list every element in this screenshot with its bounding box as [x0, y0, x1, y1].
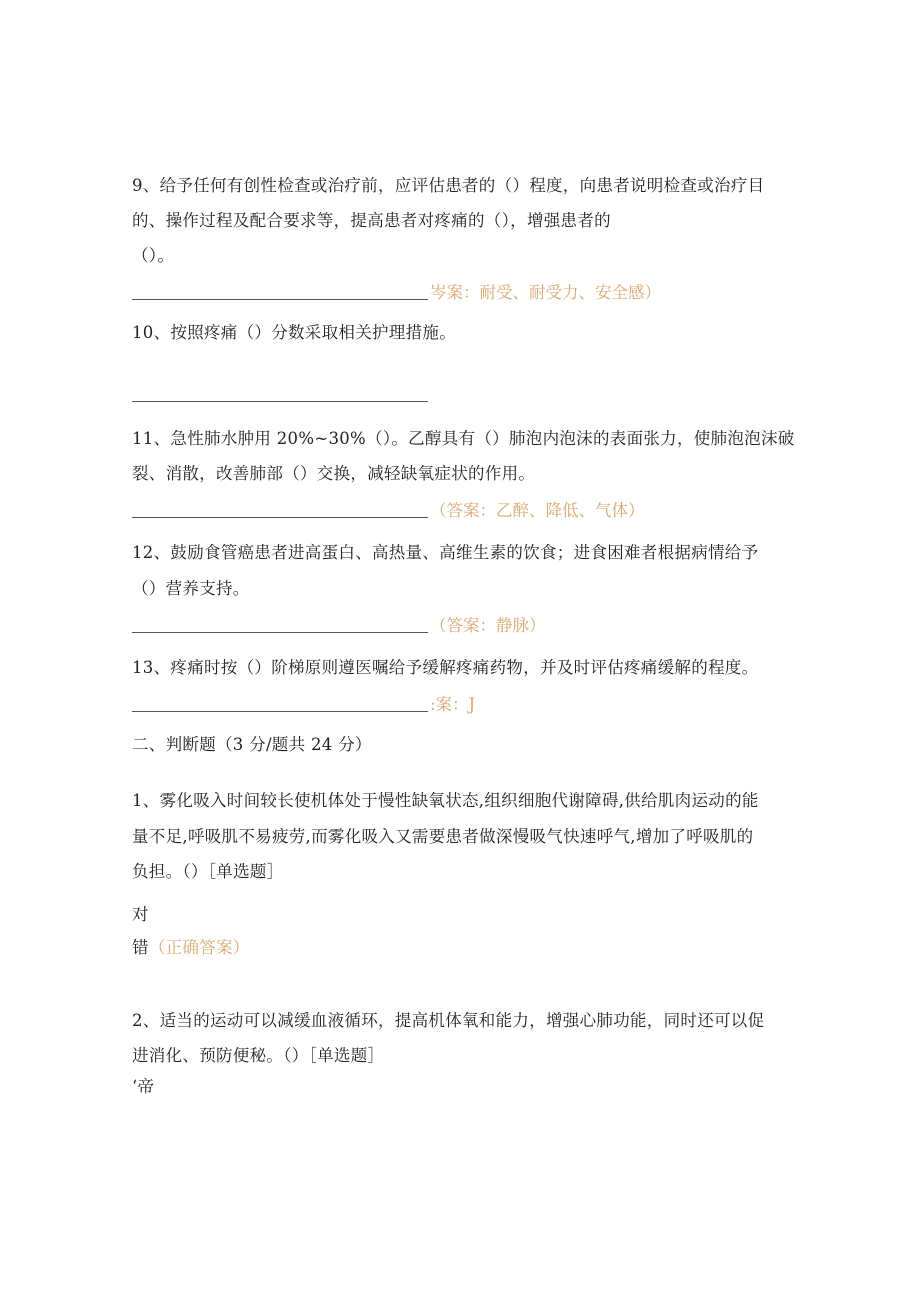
q11-answer-row [132, 496, 645, 522]
q9-line-2: 的、操作过程及配合要求等，提高患者对疼痛的（），增强患者的 [132, 211, 611, 230]
q13-answer-row [132, 690, 475, 716]
q13-line-1: 13、疼痛时按（）阶梯原则遵医嘱给予缓解疼痛药物，并及时评估疼痛缓解的程度。 [132, 658, 759, 677]
answer-blank-line [132, 400, 428, 402]
j1-line-2: 量不足,呼吸肌不易疲劳,而雾化吸入又需要患者做深慢吸气快速呼气,增加了呼吸肌的 [132, 827, 754, 846]
answer-blank-line [132, 516, 428, 518]
q11-answer: （答案：乙醉、降低、气体） [430, 501, 645, 520]
section-heading: 二、判断题（3 分/题共 24 分） [132, 735, 372, 754]
answer-blank-line [132, 710, 428, 712]
j2-line-1: 2、适当的运动可以减缓血液循环，提高机体氧和能力，增强心肺功能，同时还可以促 [132, 1011, 765, 1030]
j1-option-false[interactable] [132, 937, 250, 959]
j1-option-true[interactable]: 对 [132, 905, 149, 924]
answer-blank-line [132, 631, 428, 633]
q10-answer-row [132, 380, 428, 406]
q9-answer: 岑案：耐受、耐受力、安全感） [430, 283, 661, 302]
q13-answer: :案：J [430, 695, 476, 714]
q12-answer-row [132, 611, 546, 637]
j2-option-1[interactable]: ‘帝 [132, 1077, 155, 1096]
j1-line-3: 负担。（）［单选题］ [132, 862, 284, 881]
q9-line-1: 9、给予任何有创性检查或治疗前，应评估患者的（）程度，向患者说明检查或治疗目 [132, 176, 765, 195]
q12-line-1: 12、鼓励食管癌患者进高蛋白、高热量、高维生素的饮食；进食困难者根据病情给予 [132, 543, 759, 562]
q9-line-3: （）。 [132, 246, 175, 265]
j1-line-1: 1、雾化吸入时间较长使机体处于慢性缺氧状态,组织细胞代谢障碍,供给肌肉运动的能 [132, 791, 759, 810]
option-label: 错 [132, 938, 149, 957]
q9-answer-row [132, 278, 661, 304]
q12-answer: （答案：静脉） [430, 616, 546, 635]
answer-blank-line [132, 298, 428, 300]
q10-line-1: 10、按照疼痛（）分数采取相关护理措施。 [132, 323, 456, 342]
q11-line-2: 裂、消散，改善肺部（）交换，减轻缺氧症状的作用。 [132, 464, 536, 483]
q11-line-1: 11、急性肺水肿用 20%~30%（）。乙醇具有（）肺泡内泡沫的表面张力，使肺泡泡沫破 [132, 429, 795, 448]
q12-line-2: （）营养支持。 [132, 579, 250, 598]
correct-answer-mark: （正确答案） [148, 938, 250, 957]
j2-line-2: 进消化、预防便秘。（）［单选题］ [132, 1046, 385, 1065]
